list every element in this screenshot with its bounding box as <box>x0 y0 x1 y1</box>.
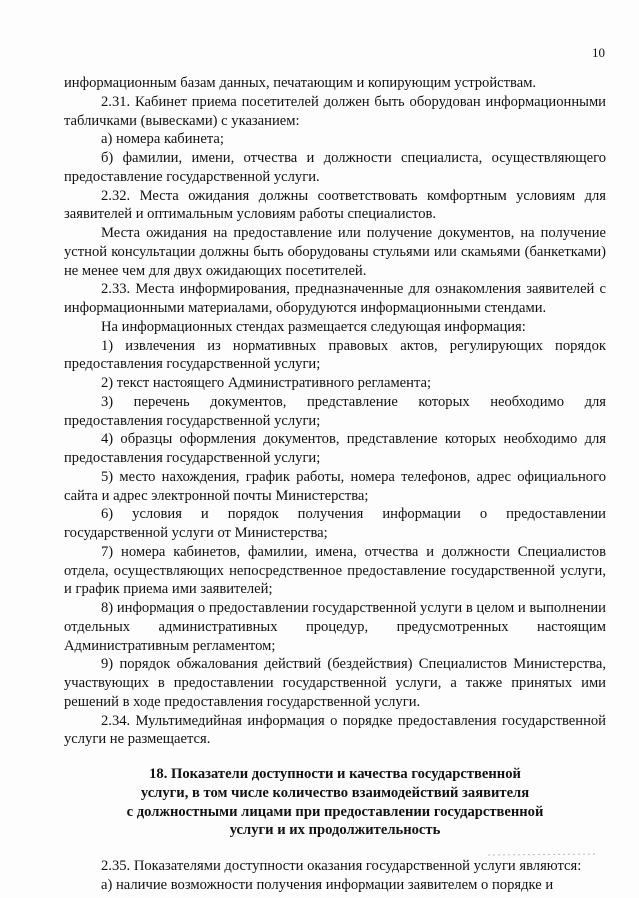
paragraph: б) фамилии, имени, отчества и должности специалиста, осуществляющего предоставление государственной услуги. <box>64 150 606 185</box>
paragraph: 2.31. Кабинет приема посетителей должен быть оборудован информационными табличками (вывесками) с указанием: <box>64 93 606 129</box>
paragraph: На информационных стендах размещается следующая информация: <box>101 318 526 335</box>
heading-line: с должностными лицами при предоставлении государственной <box>126 803 544 820</box>
paragraph: Места ожидания на предоставление или получение документов, на получение устной консультации должны быть оборудованы стульями или скамьями (банкетками) не менее чем для двух ожидающих посетителей. <box>64 225 606 279</box>
paragraph: 2) текст настоящего Административного регламента; <box>101 375 432 391</box>
after-heading-paragraphs <box>64 857 606 895</box>
paragraph-list <box>64 74 606 749</box>
paragraph: 5) место нахождения, график работы, номера телефонов, адрес официального сайта и адрес электронной почты Министерства; <box>64 468 606 504</box>
paragraph: 2.32. Места ожидания должны соответствовать комфортным условиям для заявителей и оптимальным условиям работы специалистов. <box>64 187 606 223</box>
paragraph: 9) порядок обжалования действий (бездействия) Специалистов Министерства, участвующих в предоставлении государственной услуги, а также принятых ими решений в ходе предоставления государственной услуги. <box>64 656 606 710</box>
paragraph: а) наличие возможности получения информации заявителем о порядке и <box>101 876 554 893</box>
paragraph: 3) перечень документов, представление которых необходимо для предоставления государственной услуги; <box>64 393 606 429</box>
paragraph: информационным базам данных, печатающим и копирующим устройствам. <box>64 75 537 91</box>
paragraph: 1) извлечения из нормативных правовых актов, регулирующих порядок предоставления государственной услуги; <box>64 337 606 373</box>
paragraph: 7) номера кабинетов, фамилии, имена, отчества и должности Специалистов отдела, осуществляющих непосредственное предоставление государственной услуги, и график приема ими заявителей; <box>64 543 606 598</box>
paragraph: 2.35. Показателями доступности оказания государственной услуги являются: <box>101 858 582 874</box>
paragraph: 4) образцы оформления документов, представление которых необходимо для предоставления государственной услуги; <box>64 431 606 466</box>
paragraph: 8) информация о предоставлении государственной услуги в целом и выполнении отдельных административных процедур, предусмотренных настоящим Административным регламентом; <box>64 600 606 654</box>
document-body <box>64 74 606 895</box>
paragraph: 6) условия и порядок получения информации о предоставлении государственной услуги от Министерства; <box>64 506 606 541</box>
heading-line: услуги, в том числе количество взаимодействий заявителя <box>140 784 530 801</box>
scan-smudge <box>448 846 618 860</box>
paragraph: а) номера кабинета; <box>101 131 224 148</box>
paragraph: 2.34. Мультимедийная информация о порядке предоставления государственной услуги не размещается. <box>64 712 606 748</box>
heading-line: услуги и их продолжительность <box>229 822 441 839</box>
heading-line: 18. Показатели доступности и качества государственной <box>149 766 521 782</box>
page-number: 10 <box>592 45 605 60</box>
section-heading <box>115 765 555 840</box>
paragraph: 2.33. Места информирования, предназначенные для ознакомления заявителей с информационными материалами, оборудуются информационными стендами. <box>64 281 606 316</box>
